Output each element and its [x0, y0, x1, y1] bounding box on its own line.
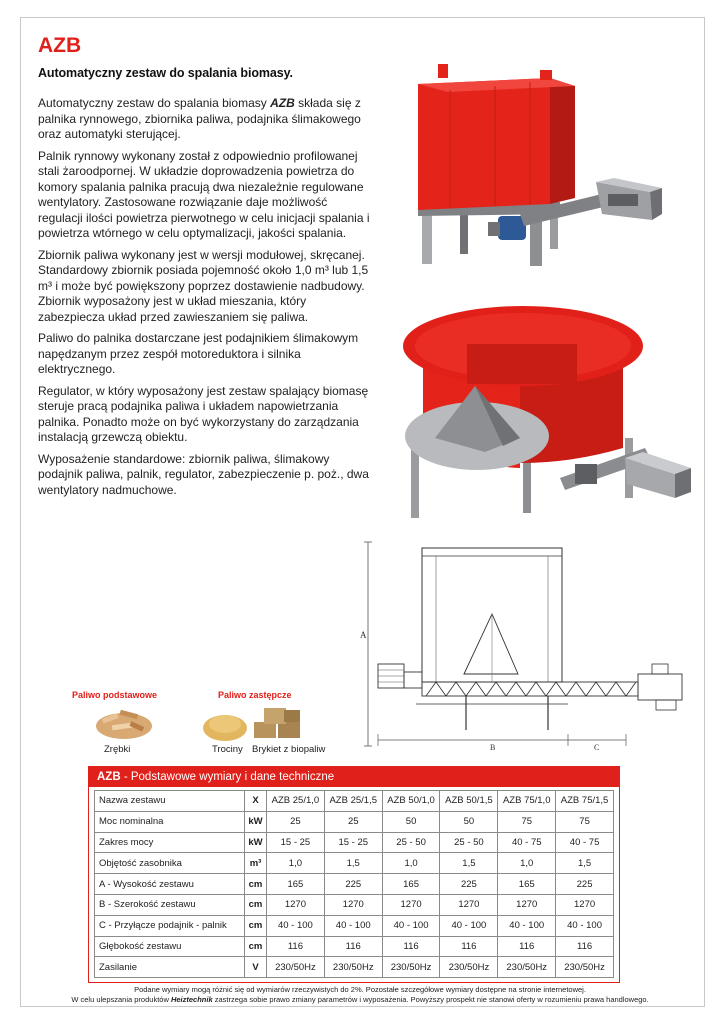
row-unit: cm	[245, 915, 267, 936]
row-label: Objętość zasobnika	[95, 853, 245, 874]
table-cell: AZB 75/1,0	[498, 791, 556, 812]
table-cell: 15 - 25	[324, 832, 382, 853]
table-cell: 165	[382, 874, 440, 895]
table-cell: 225	[440, 874, 498, 895]
basic-fuel-label: Paliwo podstawowe	[72, 690, 158, 700]
description-text	[38, 96, 373, 504]
row-label: Nazwa zestawu	[95, 791, 245, 812]
fuel-caption-briquette: Brykiet z biopaliw	[252, 744, 326, 755]
row-unit: kW	[245, 832, 267, 853]
intro-paragraph-1: Automatyczny zestaw do spalania biomasy AZB składa się z palnika rynnowego, zbiornika paliwa, podajnika ślimakowego oraz automatyki sterującej.	[38, 96, 361, 141]
wood-chips-image	[94, 702, 154, 740]
table-cell: 1,5	[556, 853, 614, 874]
table-cell: 1270	[556, 894, 614, 915]
table-cell: 75	[498, 811, 556, 832]
table-cell: 1270	[324, 894, 382, 915]
table-row	[95, 894, 614, 915]
product-name-emphasis: AZB	[270, 96, 295, 110]
table-cell: 230/50Hz	[498, 957, 556, 978]
row-label: Głębokość zestawu	[95, 936, 245, 957]
row-unit: kW	[245, 811, 267, 832]
fuel-caption-chips: Zrębki	[104, 744, 131, 755]
table-cell: 40 - 100	[440, 915, 498, 936]
table-cell: 1,0	[498, 853, 556, 874]
table-cell: 225	[324, 874, 382, 895]
table-cell: 230/50Hz	[440, 957, 498, 978]
intro-paragraph-5: Regulator, w który wyposażony jest zestaw spalający biomasę steruje pracą podajnika paliwa i układem napowietrzania palnika. Ponadto może on być wykorzystany do zarządzania instalacją grzewczą obiektu.	[38, 383, 369, 444]
table-cell: 40 - 100	[556, 915, 614, 936]
table-row	[95, 936, 614, 957]
table-row	[95, 957, 614, 978]
dimension-label-c: C	[594, 743, 600, 752]
row-unit: X	[245, 791, 267, 812]
row-label: A - Wysokość zestawu	[95, 874, 245, 895]
page-title: AZB	[38, 34, 82, 57]
table-cell: 25	[267, 811, 325, 832]
table-cell: 40 - 100	[267, 915, 325, 936]
table-cell: 1270	[267, 894, 325, 915]
table-cell: 1,0	[267, 853, 325, 874]
table-cell: 40 - 100	[498, 915, 556, 936]
table-cell: 40 - 100	[382, 915, 440, 936]
table-cell: AZB 25/1,0	[267, 791, 325, 812]
table-cell: AZB 50/1,5	[440, 791, 498, 812]
spec-table-title: AZB - Podstawowe wymiary i dane techniczne	[89, 767, 619, 787]
intro-paragraph-2: Palnik rynnowy wykonany został z odpowiednio profilowanej stali żaroodpornej. W układzie doprowadzenia powietrza do komory spalania palnika pracują dwa niezależnie regulowane wentylatory. Zastosowane rozwiązanie daje możliwość regulacji ilości powietrza pierwotnego w celu inicjacji spalania i powietrza wtórnego w celu optymalizacji, jakości spalania.	[38, 148, 370, 240]
table-row	[95, 832, 614, 853]
table-cell: 116	[556, 936, 614, 957]
footnote-line-1: Podane wymiary mogą różnić się od wymiarów rzeczywistych do 2%. Pozostałe szczegółowe wymiary dostępne na stronie internetowej.	[134, 985, 586, 994]
fuel-caption-sawdust: Trociny	[212, 744, 243, 755]
table-row	[95, 874, 614, 895]
footnote-line-2: W celu ulepszania produktów Heiztechnik zastrzega sobie prawo zmiany parametrów i wyposażenia. Powyższy prospekt nie stanowi oferty w rozumieniu prawa handlowego.	[71, 995, 649, 1004]
table-cell: 1270	[498, 894, 556, 915]
table-cell: 40 - 100	[324, 915, 382, 936]
table-cell: 116	[498, 936, 556, 957]
brand-name: Heiztechnik	[170, 995, 213, 1004]
table-cell: AZB 75/1,5	[556, 791, 614, 812]
row-label: C - Przyłącze podajnik - palnik	[95, 915, 245, 936]
table-cell: 40 - 75	[556, 832, 614, 853]
table-cell: 1,5	[440, 853, 498, 874]
product-photo-open	[395, 288, 695, 520]
table-cell: 1270	[382, 894, 440, 915]
product-photo-closed	[400, 64, 690, 274]
row-label: Moc nominalna	[95, 811, 245, 832]
row-unit: m³	[245, 853, 267, 874]
table-cell: 116	[440, 936, 498, 957]
table-cell: 116	[267, 936, 325, 957]
row-label: Zasilanie	[95, 957, 245, 978]
table-cell: 116	[382, 936, 440, 957]
intro-paragraph-4: Paliwo do palnika dostarczane jest podajnikiem ślimakowym napędzanym przez zespół motoreduktora i silnika elektrycznego.	[38, 331, 359, 376]
table-cell: 75	[556, 811, 614, 832]
row-unit: cm	[245, 874, 267, 895]
table-cell: 116	[324, 936, 382, 957]
technical-drawing	[356, 534, 696, 756]
table-cell: 15 - 25	[267, 832, 325, 853]
table-cell: 230/50Hz	[382, 957, 440, 978]
dimension-label-b: B	[490, 743, 496, 752]
table-cell: AZB 50/1,0	[382, 791, 440, 812]
table-cell: 230/50Hz	[267, 957, 325, 978]
row-label: Zakres mocy	[95, 832, 245, 853]
table-cell: 165	[267, 874, 325, 895]
table-cell: 25	[324, 811, 382, 832]
intro-paragraph-3: Zbiornik paliwa wykonany jest w wersji modułowej, skręcanej. Standardowy zbiornik posiada pojemność około 1,0 m³ lub 1,5 m³ i może być powiększony poprzez dostawienie nadbudowy. Zbiornik wyposażony jest w układ mieszania, który zabezpiecza układ przed zawieszaniem się paliwa.	[38, 247, 369, 324]
sawdust-image	[202, 706, 248, 742]
dimension-label-a: A	[360, 630, 367, 640]
table-row	[95, 915, 614, 936]
table-cell: 230/50Hz	[556, 957, 614, 978]
alternative-fuel-label: Paliwo zastępcze	[218, 690, 292, 700]
briquette-image	[250, 704, 306, 742]
table-cell: 50	[440, 811, 498, 832]
table-cell: 1270	[440, 894, 498, 915]
table-cell: 1,0	[382, 853, 440, 874]
spec-table-panel	[88, 766, 620, 983]
intro-paragraph-6: Wyposażenie standardowe: zbiornik paliwa, ślimakowy podajnik paliwa, palnik, regulator, zabezpieczenie p. poż., dwa wentylatory nadmuchowe.	[38, 451, 369, 497]
row-unit: V	[245, 957, 267, 978]
table-cell: 230/50Hz	[324, 957, 382, 978]
page-subtitle: Automatyczny zestaw do spalania biomasy.	[38, 66, 293, 80]
table-cell: 25 - 50	[382, 832, 440, 853]
table-cell: 1,5	[324, 853, 382, 874]
table-cell: 50	[382, 811, 440, 832]
spec-table	[94, 790, 614, 978]
footnote	[40, 985, 680, 1005]
table-row	[95, 853, 614, 874]
table-cell: 25 - 50	[440, 832, 498, 853]
table-cell: 225	[556, 874, 614, 895]
table-cell: 165	[498, 874, 556, 895]
row-label: B - Szerokość zestawu	[95, 894, 245, 915]
row-unit: cm	[245, 894, 267, 915]
table-row	[95, 811, 614, 832]
table-cell: AZB 25/1,5	[324, 791, 382, 812]
table-row	[95, 791, 614, 812]
row-unit: cm	[245, 936, 267, 957]
table-cell: 40 - 75	[498, 832, 556, 853]
